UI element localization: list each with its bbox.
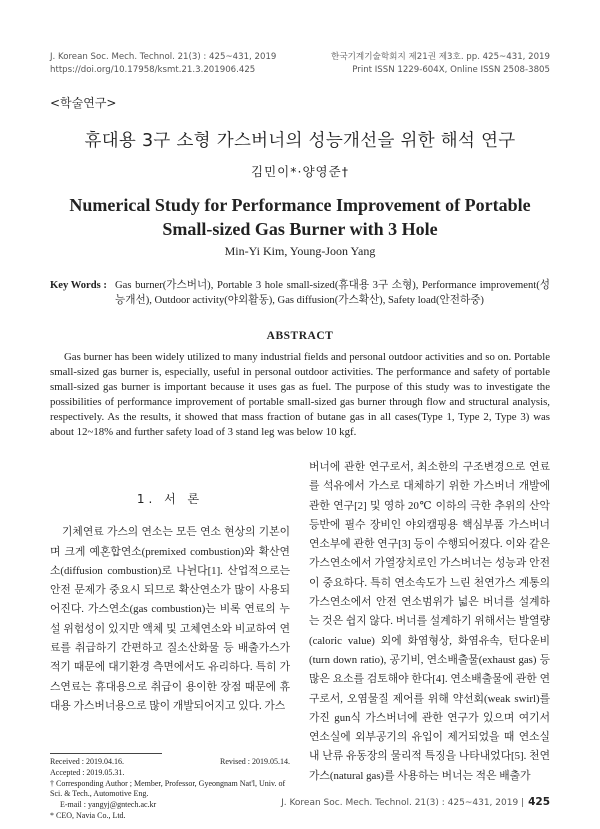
right-body-text: 버너에 관한 연구로서, 최소한의 구조변경으로 연료를 석유에서 가스로 대체하기 위한 가스버너 개발에 관한 연구[2] 및 영하 20℃ 이하의 극한 추위의 산악등반에 필수 장비인 야외캠핑용 핵심부품 가스버너 연소부에 관한 연구[3] 등이 수행되어졌다. 이와 같은 가스연소에서 가열장치로인 가스버너는 성능과 안전이 중요하다. 특히 연소속도가 느린 천연가스 계통의 가스연소에서 안전 연소범위가 넓은 버너를 설계하는 것은 쉽지 않다. 버너를 설계하기 위해서는 발열량(caloric value) 외에 화염형상, 화염유속, 턴다운비(turn down ratio), 공기비, 연소배출물(exhaust gas) 등 많은 요소를 검토해야 한다[4]. 연소배출물에 관한 연구로서, 오염물질 제어를 위해 약선회(weak swirl)를 가진 gun식 가스버너에 관한 연구가 있으며 여기서 연소실에 외부공기의 유입이 제거되었을 때 연소실내 난류 유동장의 물리적 특징을 나타내었다[5]. 천연가스(natural gas)를 사용하는 버너는 적은 배출가: [309, 461, 550, 782]
keywords-text: Gas burner(가스버너), Portable 3 hole small-sized(휴대용 3구 소형), Performance improvement(성능개선), Outdoor activity(야외활동), Gas diffusion(가스확산), Safety load(안전하중): [115, 280, 550, 306]
footnote-divider: [50, 753, 162, 754]
section-heading-introduction: 1. 서 론: [136, 492, 204, 506]
corresponding-email: E-mail : yangyj@gntech.ac.kr: [60, 800, 157, 810]
running-header-right: [331, 51, 550, 76]
authors-korean: 김민이*·양영준†: [251, 164, 349, 179]
keywords-block: [50, 278, 550, 308]
accepted-date: Accepted : 2019.05.31.: [50, 767, 125, 777]
issn: Print ISSN 1229-604X, Online ISSN 2508-3805: [352, 64, 550, 75]
right-column: [309, 458, 550, 786]
authors-english: Min-Yi Kim, Young-Joon Yang: [224, 244, 376, 258]
corresponding-author: † Corresponding Author ; Member, Professor, Gyeongnam Nat'l, Univ. of Sci. & Tech., Automotive Eng.: [50, 778, 286, 799]
keywords-label: Key Words :: [50, 280, 107, 291]
running-header-left: [50, 51, 276, 76]
revised-date: Revised : 2019.05.14.: [220, 757, 290, 766]
title-english-line2: Small-sized Gas Burner with 3 Hole: [162, 219, 438, 239]
abstract-text: Gas burner has been widely utilized to many industrial fields and personal outdoor activities and so on. Portable small-sized gas burner is, especially, useful in personal outdoor activities. The performance and safety of portable small-sized gas burner is important because it uses gas as fuel. The purpose of this study was to investigate the possibilities of performance improvement of portable small-sized gas burner through flow and structural analysis, respectively. As the results, it showed that mass fraction of butane gas in all cases(Type 1, Type 2, Type 3) was about 12~18% and further safety load of 3 stand leg was below 10 kgf.: [50, 351, 550, 438]
footnotes: [50, 757, 290, 822]
title-english: [0, 193, 600, 241]
page-number: 425: [528, 796, 550, 808]
title-english-line1: Numerical Study for Performance Improvement of Portable: [69, 195, 531, 215]
article-category: <학술연구>: [50, 96, 117, 110]
doi-link[interactable]: https://doi.org/10.17958/ksmt.21.3.201906.425: [50, 64, 256, 75]
journal-citation-korean: 한국기계기술학회지 제21권 제3호. pp. 425~431, 2019: [331, 52, 550, 62]
left-body-text: 기체연료 가스의 연소는 모든 연소 현상의 기본이며 크게 예혼합연소(premixed combustion)와 확산연소(diffusion combustion)로 나뉜다[1]. 산업적으로는 안전 문제가 중요시 되므로 확산연소가 많이 사용되어진다. 가스연소(gas combustion)는 비록 연료의 누설 위험성이 있지만 액체 및 고체연소와 비교하여 연료를 취급하기 간편하고 질소산화물 등 배출가스가 적기 때문에 대기환경 측면에서도 유리하다. 특히 가스연료는 휴대용으로 취급이 용이한 장점 때문에 휴대용 가스버너용으로 많이 개발되어지고 있다. 가스: [50, 526, 290, 712]
left-column: [50, 480, 290, 716]
journal-citation: J. Korean Soc. Mech. Technol. 21(3) : 425~431, 2019: [50, 52, 277, 62]
co-author-affiliation: * CEO, Navia Co., Ltd.: [50, 810, 126, 820]
page-footer: [281, 796, 550, 808]
received-date: Received : 2019.04.16.: [50, 757, 124, 766]
abstract-heading: ABSTRACT: [266, 330, 334, 342]
title-korean: 휴대용 3구 소형 가스버너의 성능개선을 위한 해석 연구: [84, 131, 516, 151]
footer-citation: J. Korean Soc. Mech. Technol. 21(3) : 425~431, 2019 |: [281, 798, 525, 808]
